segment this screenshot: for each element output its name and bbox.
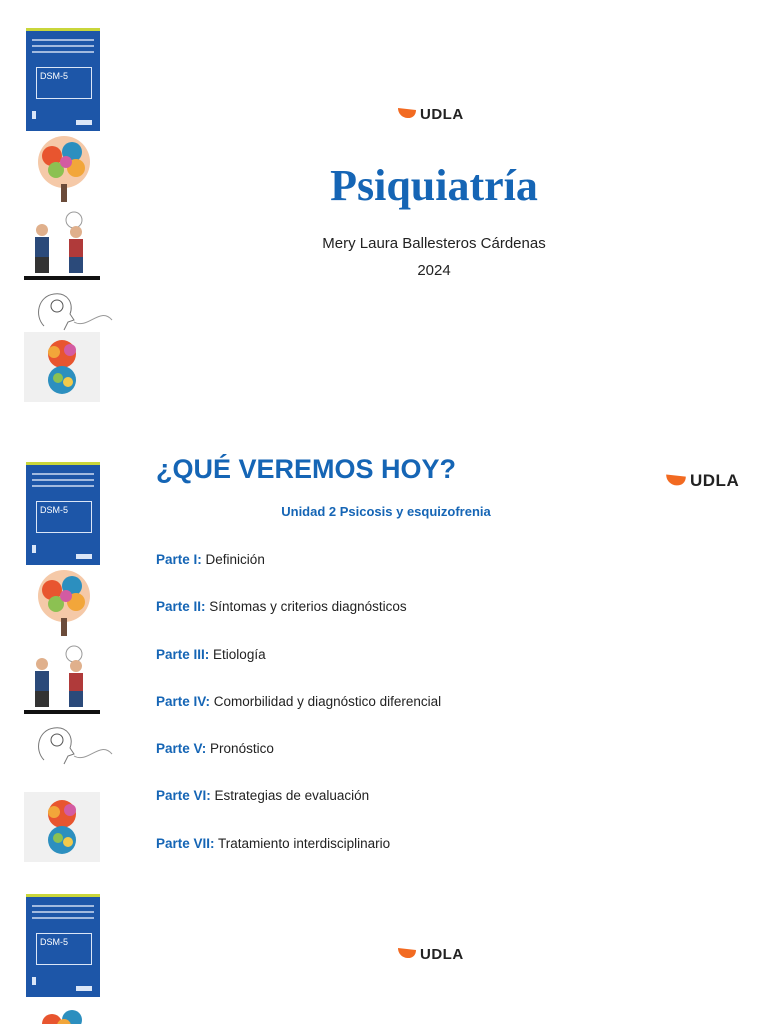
brain-tree-illustration: [24, 1002, 104, 1024]
agenda-item: Parte III: Etiología: [156, 646, 266, 662]
brain-tree-illustration: [24, 568, 104, 638]
head-outline-brain-icon: [24, 286, 114, 334]
head-outline-brain-icon: [24, 720, 114, 768]
colorful-brain-character-icon: [24, 332, 100, 402]
udla-logo: UDLA: [396, 944, 464, 964]
unit-subtitle: Unidad 2 Psicosis y esquizofrenia: [281, 504, 491, 519]
agenda-title: ¿QUÉ VEREMOS HOY?: [156, 454, 457, 484]
udla-logo-mark-icon: [664, 470, 688, 492]
presentation-year: 2024: [417, 262, 451, 279]
brain-tree-illustration: [24, 134, 104, 204]
slide-partial: [0, 880, 768, 1024]
agenda-list: [156, 552, 441, 870]
colorful-brain-character-icon: [24, 792, 100, 862]
udla-logo: UDLA: [396, 104, 464, 124]
slide-title: [0, 0, 768, 420]
udla-logo-mark-icon: [396, 944, 418, 964]
dsm5-book-cover: [26, 894, 100, 997]
therapy-session-illustration: [24, 208, 100, 280]
udla-logo: UDLA: [664, 470, 739, 492]
udla-logo-mark-icon: [396, 104, 418, 124]
slide-agenda: [0, 430, 768, 870]
presentation-title: Psiquiatría: [330, 161, 538, 210]
agenda-item: Parte II: Síntomas y criterios diagnósticos: [156, 599, 407, 615]
dsm5-book-cover: [26, 462, 100, 565]
therapy-session-illustration: [24, 642, 100, 714]
book-label: DSM-5: [40, 937, 69, 947]
book-label: DSM-5: [40, 71, 69, 81]
agenda-item: Parte VII: Tratamiento interdisciplinario: [156, 835, 391, 851]
book-label: DSM-5: [40, 505, 69, 515]
dsm5-book-cover: [26, 28, 100, 131]
agenda-item: Parte VI: Estrategias de evaluación: [156, 788, 370, 804]
agenda-item: Parte V: Pronóstico: [156, 741, 274, 757]
agenda-item: Parte I: Definición: [156, 552, 265, 567]
author-name: Mery Laura Ballesteros Cárdenas: [322, 235, 546, 252]
agenda-item: Parte IV: Comorbilidad y diagnóstico diferencial: [156, 693, 442, 709]
